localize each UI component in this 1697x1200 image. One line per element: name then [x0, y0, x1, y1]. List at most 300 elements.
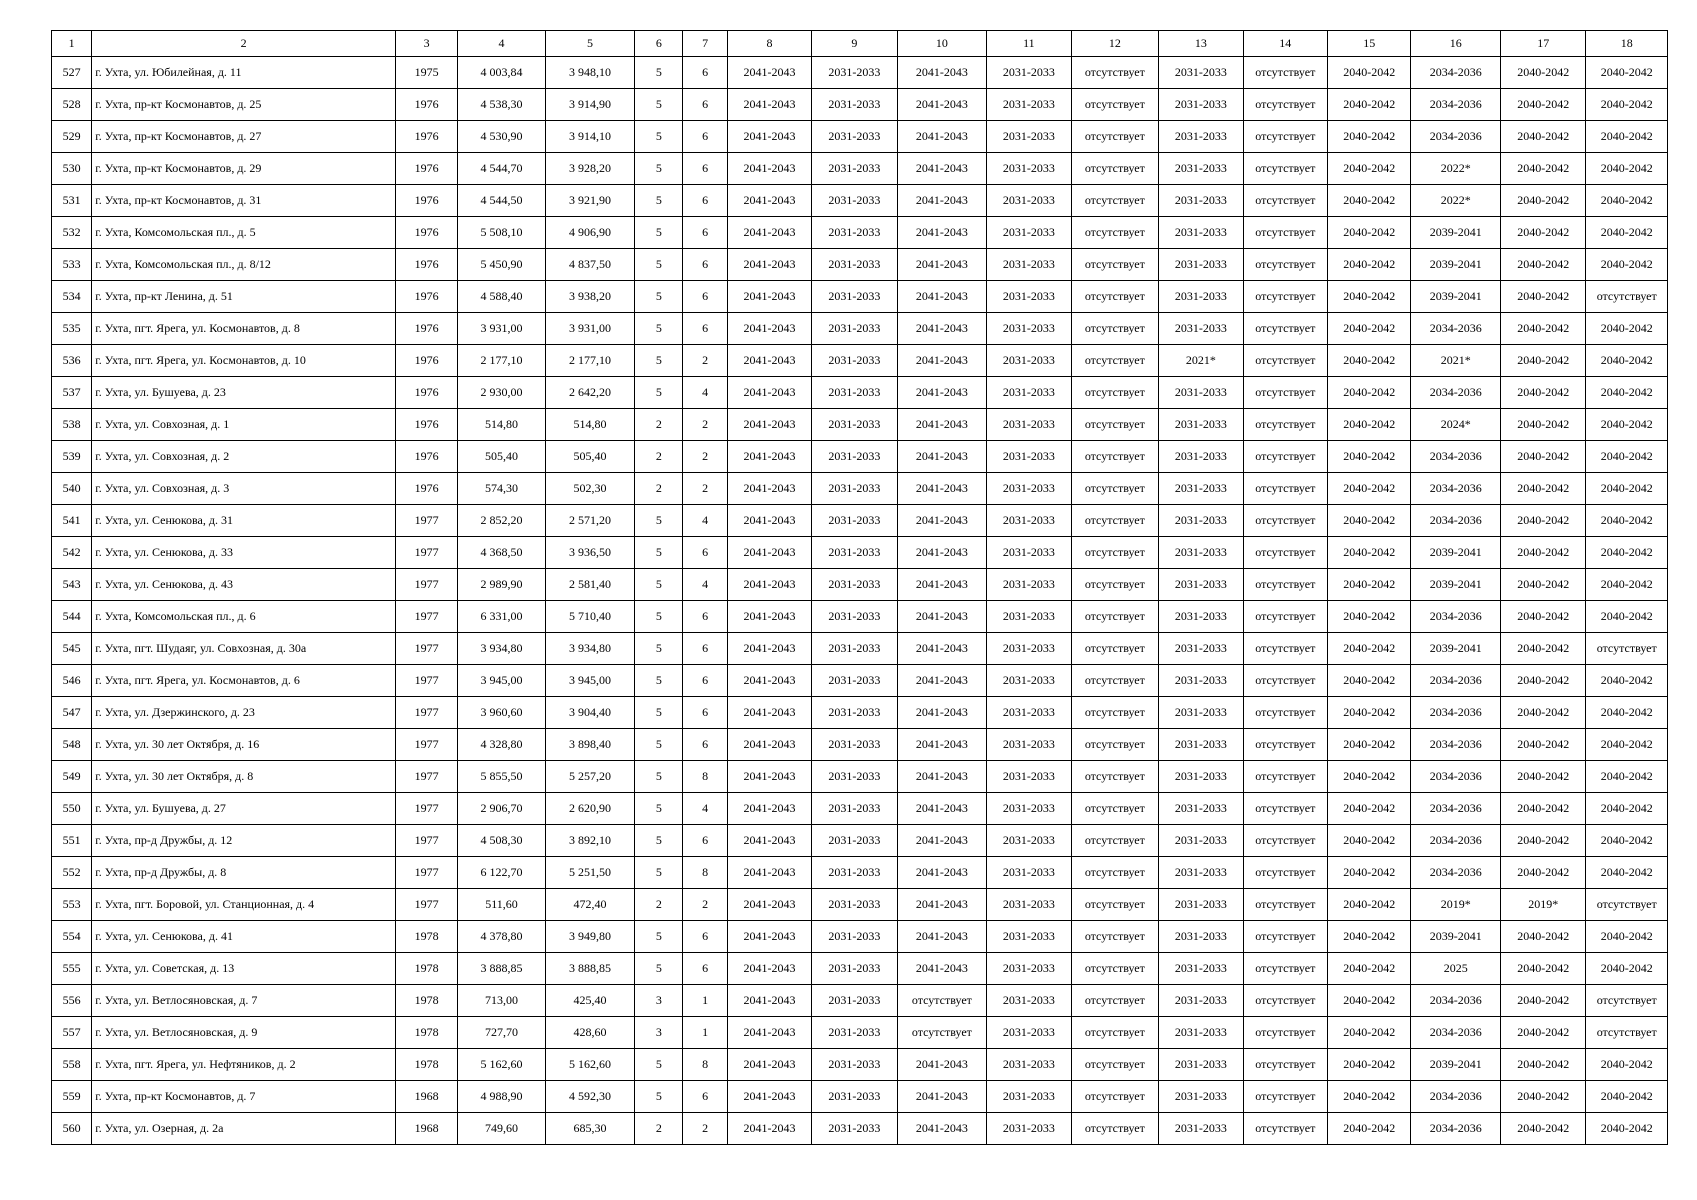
table-cell-col-6: 2: [635, 1113, 683, 1145]
table-cell-col-11: 2031-2033: [987, 505, 1071, 537]
table-cell-col-9: 2031-2033: [812, 921, 897, 953]
table-cell-col-6: 5: [635, 281, 683, 313]
table-cell-col-1: 534: [52, 281, 92, 313]
table-row: [52, 249, 1668, 281]
table-cell-col-10: 2041-2043: [897, 57, 986, 89]
table-row: [52, 537, 1668, 569]
table-cell-col-1: 530: [52, 153, 92, 185]
table-cell-col-3: 1976: [395, 217, 457, 249]
table-cell-col-9: 2031-2033: [812, 57, 897, 89]
table-cell-col-6: 5: [635, 505, 683, 537]
table-cell-col-9: 2031-2033: [812, 249, 897, 281]
table-cell-col-7: 6: [683, 729, 727, 761]
table-cell-col-2: г. Ухта, пгт. Шудаяг, ул. Совхозная, д. 30а: [92, 633, 396, 665]
table-cell-col-14: отсутствует: [1243, 537, 1327, 569]
table-cell-col-17: 2040-2042: [1500, 633, 1585, 665]
table-cell-col-14: отсутствует: [1243, 281, 1327, 313]
column-header-10: 10: [897, 31, 986, 57]
table-cell-col-11: 2031-2033: [987, 921, 1071, 953]
table-cell-col-13: 2031-2033: [1159, 985, 1243, 1017]
table-cell-col-6: 5: [635, 793, 683, 825]
table-cell-col-7: 6: [683, 313, 727, 345]
table-cell-col-11: 2031-2033: [987, 185, 1071, 217]
table-cell-col-18: 2040-2042: [1586, 857, 1668, 889]
table-cell-col-14: отсутствует: [1243, 505, 1327, 537]
table-cell-col-14: отсутствует: [1243, 1081, 1327, 1113]
table-cell-col-6: 5: [635, 121, 683, 153]
table-cell-col-9: 2031-2033: [812, 537, 897, 569]
table-cell-col-2: г. Ухта, ул. Сенюкова, д. 33: [92, 537, 396, 569]
table-cell-col-8: 2041-2043: [727, 217, 811, 249]
table-cell-col-18: отсутствует: [1586, 1017, 1668, 1049]
table-cell-col-8: 2041-2043: [727, 921, 811, 953]
table-cell-col-12: отсутствует: [1071, 537, 1158, 569]
table-cell-col-8: 2041-2043: [727, 121, 811, 153]
table-cell-col-16: 2034-2036: [1411, 985, 1500, 1017]
table-cell-col-3: 1976: [395, 313, 457, 345]
table-cell-col-9: 2031-2033: [812, 377, 897, 409]
table-cell-col-4: 5 855,50: [458, 761, 545, 793]
table-cell-col-11: 2031-2033: [987, 409, 1071, 441]
table-cell-col-13: 2021*: [1159, 345, 1243, 377]
table-cell-col-7: 2: [683, 345, 727, 377]
table-cell-col-18: 2040-2042: [1586, 441, 1668, 473]
table-cell-col-13: 2031-2033: [1159, 825, 1243, 857]
table-cell-col-6: 5: [635, 921, 683, 953]
table-cell-col-4: 5 508,10: [458, 217, 545, 249]
table-cell-col-10: 2041-2043: [897, 665, 986, 697]
table-cell-col-13: 2031-2033: [1159, 1081, 1243, 1113]
table-cell-col-16: 2034-2036: [1411, 825, 1500, 857]
table-cell-col-18: 2040-2042: [1586, 185, 1668, 217]
table-cell-col-14: отсутствует: [1243, 1113, 1327, 1145]
table-cell-col-12: отсутствует: [1071, 57, 1158, 89]
table-cell-col-10: 2041-2043: [897, 441, 986, 473]
table-cell-col-13: 2031-2033: [1159, 537, 1243, 569]
table-cell-col-18: отсутствует: [1586, 281, 1668, 313]
table-cell-col-13: 2031-2033: [1159, 729, 1243, 761]
table-cell-col-13: 2031-2033: [1159, 921, 1243, 953]
table-cell-col-10: 2041-2043: [897, 761, 986, 793]
table-cell-col-12: отсутствует: [1071, 633, 1158, 665]
table-cell-col-6: 3: [635, 1017, 683, 1049]
table-cell-col-16: 2039-2041: [1411, 217, 1500, 249]
table-cell-col-17: 2040-2042: [1500, 345, 1585, 377]
table-cell-col-4: 5 450,90: [458, 249, 545, 281]
table-cell-col-17: 2040-2042: [1500, 953, 1585, 985]
table-cell-col-8: 2041-2043: [727, 1017, 811, 1049]
header-row: [52, 31, 1668, 57]
table-cell-col-16: 2025: [1411, 953, 1500, 985]
table-cell-col-5: 2 177,10: [545, 345, 634, 377]
table-cell-col-18: 2040-2042: [1586, 761, 1668, 793]
table-cell-col-15: 2040-2042: [1328, 857, 1411, 889]
table-cell-col-15: 2040-2042: [1328, 377, 1411, 409]
table-cell-col-5: 3 949,80: [545, 921, 634, 953]
table-cell-col-11: 2031-2033: [987, 537, 1071, 569]
table-cell-col-9: 2031-2033: [812, 153, 897, 185]
table-cell-col-11: 2031-2033: [987, 121, 1071, 153]
table-cell-col-18: 2040-2042: [1586, 89, 1668, 121]
table-cell-col-7: 6: [683, 89, 727, 121]
table-cell-col-5: 3 945,00: [545, 665, 634, 697]
table-cell-col-7: 6: [683, 825, 727, 857]
table-cell-col-2: г. Ухта, Комсомольская пл., д. 8/12: [92, 249, 396, 281]
table-cell-col-14: отсутствует: [1243, 985, 1327, 1017]
table-cell-col-4: 4 544,50: [458, 185, 545, 217]
table-cell-col-14: отсутствует: [1243, 441, 1327, 473]
table-cell-col-2: г. Ухта, Комсомольская пл., д. 5: [92, 217, 396, 249]
table-cell-col-8: 2041-2043: [727, 473, 811, 505]
table-cell-col-5: 2 642,20: [545, 377, 634, 409]
table-cell-col-17: 2040-2042: [1500, 601, 1585, 633]
table-cell-col-15: 2040-2042: [1328, 793, 1411, 825]
table-cell-col-8: 2041-2043: [727, 569, 811, 601]
table-cell-col-10: 2041-2043: [897, 409, 986, 441]
table-cell-col-1: 535: [52, 313, 92, 345]
table-cell-col-9: 2031-2033: [812, 1017, 897, 1049]
table-cell-col-1: 527: [52, 57, 92, 89]
table-cell-col-13: 2031-2033: [1159, 89, 1243, 121]
table-cell-col-16: 2039-2041: [1411, 249, 1500, 281]
table-cell-col-10: 2041-2043: [897, 889, 986, 921]
table-cell-col-16: 2034-2036: [1411, 313, 1500, 345]
table-cell-col-12: отсутствует: [1071, 1049, 1158, 1081]
table-cell-col-14: отсутствует: [1243, 569, 1327, 601]
table-cell-col-16: 2034-2036: [1411, 377, 1500, 409]
table-row: [52, 569, 1668, 601]
table-cell-col-4: 2 906,70: [458, 793, 545, 825]
table-cell-col-5: 472,40: [545, 889, 634, 921]
table-body: [52, 57, 1668, 1145]
table-cell-col-8: 2041-2043: [727, 633, 811, 665]
table-cell-col-1: 549: [52, 761, 92, 793]
table-cell-col-9: 2031-2033: [812, 505, 897, 537]
table-cell-col-1: 543: [52, 569, 92, 601]
table-cell-col-8: 2041-2043: [727, 89, 811, 121]
table-cell-col-15: 2040-2042: [1328, 953, 1411, 985]
table-cell-col-8: 2041-2043: [727, 57, 811, 89]
table-cell-col-3: 1976: [395, 441, 457, 473]
table-cell-col-17: 2040-2042: [1500, 409, 1585, 441]
table-cell-col-5: 428,60: [545, 1017, 634, 1049]
table-cell-col-2: г. Ухта, ул. Сенюкова, д. 31: [92, 505, 396, 537]
table-cell-col-11: 2031-2033: [987, 473, 1071, 505]
table-cell-col-17: 2040-2042: [1500, 1113, 1585, 1145]
table-row: [52, 633, 1668, 665]
table-cell-col-10: 2041-2043: [897, 1081, 986, 1113]
table-cell-col-8: 2041-2043: [727, 185, 811, 217]
column-header-16: 16: [1411, 31, 1500, 57]
table-cell-col-9: 2031-2033: [812, 1081, 897, 1113]
table-cell-col-2: г. Ухта, ул. Совхозная, д. 3: [92, 473, 396, 505]
table-cell-col-15: 2040-2042: [1328, 665, 1411, 697]
table-cell-col-15: 2040-2042: [1328, 889, 1411, 921]
table-cell-col-14: отсутствует: [1243, 697, 1327, 729]
table-row: [52, 921, 1668, 953]
table-cell-col-4: 4 378,80: [458, 921, 545, 953]
table-cell-col-5: 2 620,90: [545, 793, 634, 825]
table-cell-col-1: 555: [52, 953, 92, 985]
table-cell-col-3: 1978: [395, 921, 457, 953]
column-header-17: 17: [1500, 31, 1585, 57]
table-cell-col-9: 2031-2033: [812, 313, 897, 345]
table-cell-col-2: г. Ухта, ул. Бушуева, д. 23: [92, 377, 396, 409]
table-cell-col-16: 2034-2036: [1411, 1017, 1500, 1049]
table-cell-col-11: 2031-2033: [987, 313, 1071, 345]
table-cell-col-3: 1977: [395, 793, 457, 825]
table-cell-col-11: 2031-2033: [987, 217, 1071, 249]
table-cell-col-4: 713,00: [458, 985, 545, 1017]
table-cell-col-18: отсутствует: [1586, 633, 1668, 665]
table-cell-col-9: 2031-2033: [812, 345, 897, 377]
table-cell-col-16: 2034-2036: [1411, 601, 1500, 633]
table-cell-col-14: отсутствует: [1243, 217, 1327, 249]
table-cell-col-5: 2 571,20: [545, 505, 634, 537]
table-row: [52, 793, 1668, 825]
table-cell-col-7: 6: [683, 921, 727, 953]
table-cell-col-9: 2031-2033: [812, 953, 897, 985]
table-cell-col-12: отсутствует: [1071, 569, 1158, 601]
table-row: [52, 185, 1668, 217]
table-row: [52, 345, 1668, 377]
table-cell-col-6: 5: [635, 665, 683, 697]
table-cell-col-11: 2031-2033: [987, 633, 1071, 665]
table-cell-col-14: отсутствует: [1243, 345, 1327, 377]
table-cell-col-17: 2040-2042: [1500, 1017, 1585, 1049]
table-cell-col-14: отсутствует: [1243, 153, 1327, 185]
table-row: [52, 505, 1668, 537]
table-cell-col-1: 532: [52, 217, 92, 249]
table-cell-col-7: 6: [683, 57, 727, 89]
table-cell-col-13: 2031-2033: [1159, 953, 1243, 985]
table-cell-col-10: 2041-2043: [897, 345, 986, 377]
table-cell-col-3: 1968: [395, 1081, 457, 1113]
table-cell-col-10: 2041-2043: [897, 89, 986, 121]
table-cell-col-10: 2041-2043: [897, 1113, 986, 1145]
table-cell-col-3: 1978: [395, 985, 457, 1017]
table-cell-col-2: г. Ухта, ул. Сенюкова, д. 43: [92, 569, 396, 601]
table-cell-col-2: г. Ухта, ул. Ветлосяновская, д. 7: [92, 985, 396, 1017]
table-cell-col-16: 2039-2041: [1411, 1049, 1500, 1081]
table-cell-col-14: отсутствует: [1243, 857, 1327, 889]
table-cell-col-2: г. Ухта, ул. Озерная, д. 2а: [92, 1113, 396, 1145]
table-cell-col-3: 1977: [395, 697, 457, 729]
table-cell-col-1: 547: [52, 697, 92, 729]
table-cell-col-13: 2031-2033: [1159, 665, 1243, 697]
table-cell-col-5: 3 914,90: [545, 89, 634, 121]
table-cell-col-13: 2031-2033: [1159, 377, 1243, 409]
table-row: [52, 281, 1668, 313]
table-cell-col-15: 2040-2042: [1328, 409, 1411, 441]
table-cell-col-10: 2041-2043: [897, 569, 986, 601]
table-cell-col-8: 2041-2043: [727, 313, 811, 345]
table-cell-col-2: г. Ухта, ул. Ветлосяновская, д. 9: [92, 1017, 396, 1049]
table-cell-col-6: 5: [635, 825, 683, 857]
table-cell-col-16: 2034-2036: [1411, 121, 1500, 153]
table-cell-col-10: 2041-2043: [897, 185, 986, 217]
table-cell-col-8: 2041-2043: [727, 537, 811, 569]
table-cell-col-16: 2034-2036: [1411, 441, 1500, 473]
table-cell-col-15: 2040-2042: [1328, 153, 1411, 185]
table-cell-col-4: 4 508,30: [458, 825, 545, 857]
table-cell-col-6: 2: [635, 441, 683, 473]
table-cell-col-11: 2031-2033: [987, 569, 1071, 601]
table-cell-col-8: 2041-2043: [727, 601, 811, 633]
table-cell-col-13: 2031-2033: [1159, 697, 1243, 729]
table-cell-col-18: 2040-2042: [1586, 921, 1668, 953]
table-cell-col-16: 2034-2036: [1411, 57, 1500, 89]
table-cell-col-17: 2040-2042: [1500, 441, 1585, 473]
table-cell-col-7: 6: [683, 249, 727, 281]
table-cell-col-9: 2031-2033: [812, 697, 897, 729]
table-cell-col-6: 5: [635, 697, 683, 729]
table-cell-col-2: г. Ухта, пр-кт Космонавтов, д. 25: [92, 89, 396, 121]
table-cell-col-3: 1978: [395, 1049, 457, 1081]
table-cell-col-11: 2031-2033: [987, 889, 1071, 921]
table-cell-col-2: г. Ухта, пр-кт Космонавтов, д. 31: [92, 185, 396, 217]
table-cell-col-17: 2040-2042: [1500, 825, 1585, 857]
table-cell-col-17: 2040-2042: [1500, 985, 1585, 1017]
table-row: [52, 1017, 1668, 1049]
table-cell-col-8: 2041-2043: [727, 889, 811, 921]
column-header-1: 1: [52, 31, 92, 57]
table-cell-col-16: 2039-2041: [1411, 921, 1500, 953]
column-header-4: 4: [458, 31, 545, 57]
table-cell-col-12: отсутствует: [1071, 505, 1158, 537]
table-cell-col-3: 1976: [395, 185, 457, 217]
table-cell-col-6: 5: [635, 537, 683, 569]
table-cell-col-13: 2031-2033: [1159, 121, 1243, 153]
table-cell-col-11: 2031-2033: [987, 729, 1071, 761]
table-cell-col-18: 2040-2042: [1586, 473, 1668, 505]
table-row: [52, 761, 1668, 793]
table-cell-col-10: 2041-2043: [897, 793, 986, 825]
table-cell-col-15: 2040-2042: [1328, 569, 1411, 601]
table-cell-col-16: 2034-2036: [1411, 793, 1500, 825]
table-cell-col-8: 2041-2043: [727, 825, 811, 857]
table-cell-col-15: 2040-2042: [1328, 1017, 1411, 1049]
table-cell-col-13: 2031-2033: [1159, 217, 1243, 249]
table-cell-col-6: 5: [635, 217, 683, 249]
table-cell-col-17: 2040-2042: [1500, 1081, 1585, 1113]
table-cell-col-13: 2031-2033: [1159, 889, 1243, 921]
table-cell-col-12: отсутствует: [1071, 377, 1158, 409]
table-cell-col-6: 2: [635, 409, 683, 441]
table-cell-col-16: 2034-2036: [1411, 857, 1500, 889]
table-cell-col-12: отсутствует: [1071, 889, 1158, 921]
table-cell-col-6: 5: [635, 345, 683, 377]
table-cell-col-8: 2041-2043: [727, 377, 811, 409]
table-cell-col-1: 541: [52, 505, 92, 537]
table-cell-col-14: отсутствует: [1243, 889, 1327, 921]
table-cell-col-14: отсутствует: [1243, 121, 1327, 153]
table-cell-col-6: 5: [635, 569, 683, 601]
table-cell-col-10: 2041-2043: [897, 153, 986, 185]
table-cell-col-4: 4 588,40: [458, 281, 545, 313]
table-cell-col-11: 2031-2033: [987, 249, 1071, 281]
table-cell-col-2: г. Ухта, ул. Совхозная, д. 1: [92, 409, 396, 441]
table-cell-col-3: 1977: [395, 825, 457, 857]
table-cell-col-9: 2031-2033: [812, 217, 897, 249]
table-cell-col-13: 2031-2033: [1159, 473, 1243, 505]
table-cell-col-3: 1976: [395, 121, 457, 153]
table-cell-col-3: 1977: [395, 729, 457, 761]
table-cell-col-18: 2040-2042: [1586, 601, 1668, 633]
table-cell-col-2: г. Ухта, пгт. Ярега, ул. Космонавтов, д. 10: [92, 345, 396, 377]
table-cell-col-11: 2031-2033: [987, 953, 1071, 985]
table-cell-col-1: 539: [52, 441, 92, 473]
table-cell-col-7: 4: [683, 569, 727, 601]
column-header-6: 6: [635, 31, 683, 57]
table-cell-col-17: 2040-2042: [1500, 793, 1585, 825]
table-cell-col-1: 533: [52, 249, 92, 281]
table-cell-col-14: отсутствует: [1243, 953, 1327, 985]
table-cell-col-3: 1976: [395, 409, 457, 441]
table-cell-col-18: 2040-2042: [1586, 1113, 1668, 1145]
table-cell-col-6: 5: [635, 601, 683, 633]
table-cell-col-16: 2024*: [1411, 409, 1500, 441]
table-cell-col-6: 5: [635, 1049, 683, 1081]
table-cell-col-17: 2019*: [1500, 889, 1585, 921]
table-cell-col-4: 4 368,50: [458, 537, 545, 569]
column-header-18: 18: [1586, 31, 1668, 57]
table-cell-col-18: 2040-2042: [1586, 1049, 1668, 1081]
table-row: [52, 1049, 1668, 1081]
table-cell-col-6: 5: [635, 729, 683, 761]
table-cell-col-12: отсутствует: [1071, 441, 1158, 473]
table-cell-col-10: 2041-2043: [897, 281, 986, 313]
table-cell-col-6: 2: [635, 889, 683, 921]
table-cell-col-17: 2040-2042: [1500, 249, 1585, 281]
table-cell-col-13: 2031-2033: [1159, 281, 1243, 313]
table-cell-col-1: 556: [52, 985, 92, 1017]
table-cell-col-16: 2022*: [1411, 153, 1500, 185]
table-cell-col-12: отсутствует: [1071, 825, 1158, 857]
table-cell-col-7: 6: [683, 665, 727, 697]
table-cell-col-2: г. Ухта, пр-кт Космонавтов, д. 29: [92, 153, 396, 185]
table-cell-col-12: отсутствует: [1071, 185, 1158, 217]
table-cell-col-15: 2040-2042: [1328, 921, 1411, 953]
table-cell-col-12: отсутствует: [1071, 121, 1158, 153]
table-cell-col-2: г. Ухта, пгт. Ярега, ул. Космонавтов, д. 8: [92, 313, 396, 345]
table-cell-col-3: 1976: [395, 89, 457, 121]
table-cell-col-3: 1977: [395, 505, 457, 537]
table-cell-col-4: 727,70: [458, 1017, 545, 1049]
table-cell-col-6: 5: [635, 761, 683, 793]
table-cell-col-7: 2: [683, 409, 727, 441]
table-cell-col-15: 2040-2042: [1328, 1049, 1411, 1081]
table-cell-col-6: 5: [635, 857, 683, 889]
table-cell-col-3: 1976: [395, 281, 457, 313]
table-cell-col-15: 2040-2042: [1328, 985, 1411, 1017]
table-cell-col-8: 2041-2043: [727, 697, 811, 729]
table-cell-col-16: 2034-2036: [1411, 761, 1500, 793]
table-cell-col-15: 2040-2042: [1328, 89, 1411, 121]
table-cell-col-7: 4: [683, 377, 727, 409]
table-cell-col-17: 2040-2042: [1500, 697, 1585, 729]
table-cell-col-12: отсутствует: [1071, 1113, 1158, 1145]
table-cell-col-7: 2: [683, 473, 727, 505]
table-cell-col-15: 2040-2042: [1328, 697, 1411, 729]
table-cell-col-1: 558: [52, 1049, 92, 1081]
table-cell-col-12: отсутствует: [1071, 249, 1158, 281]
table-cell-col-8: 2041-2043: [727, 281, 811, 313]
table-cell-col-7: 6: [683, 697, 727, 729]
table-cell-col-17: 2040-2042: [1500, 153, 1585, 185]
table-cell-col-10: 2041-2043: [897, 217, 986, 249]
table-cell-col-15: 2040-2042: [1328, 121, 1411, 153]
